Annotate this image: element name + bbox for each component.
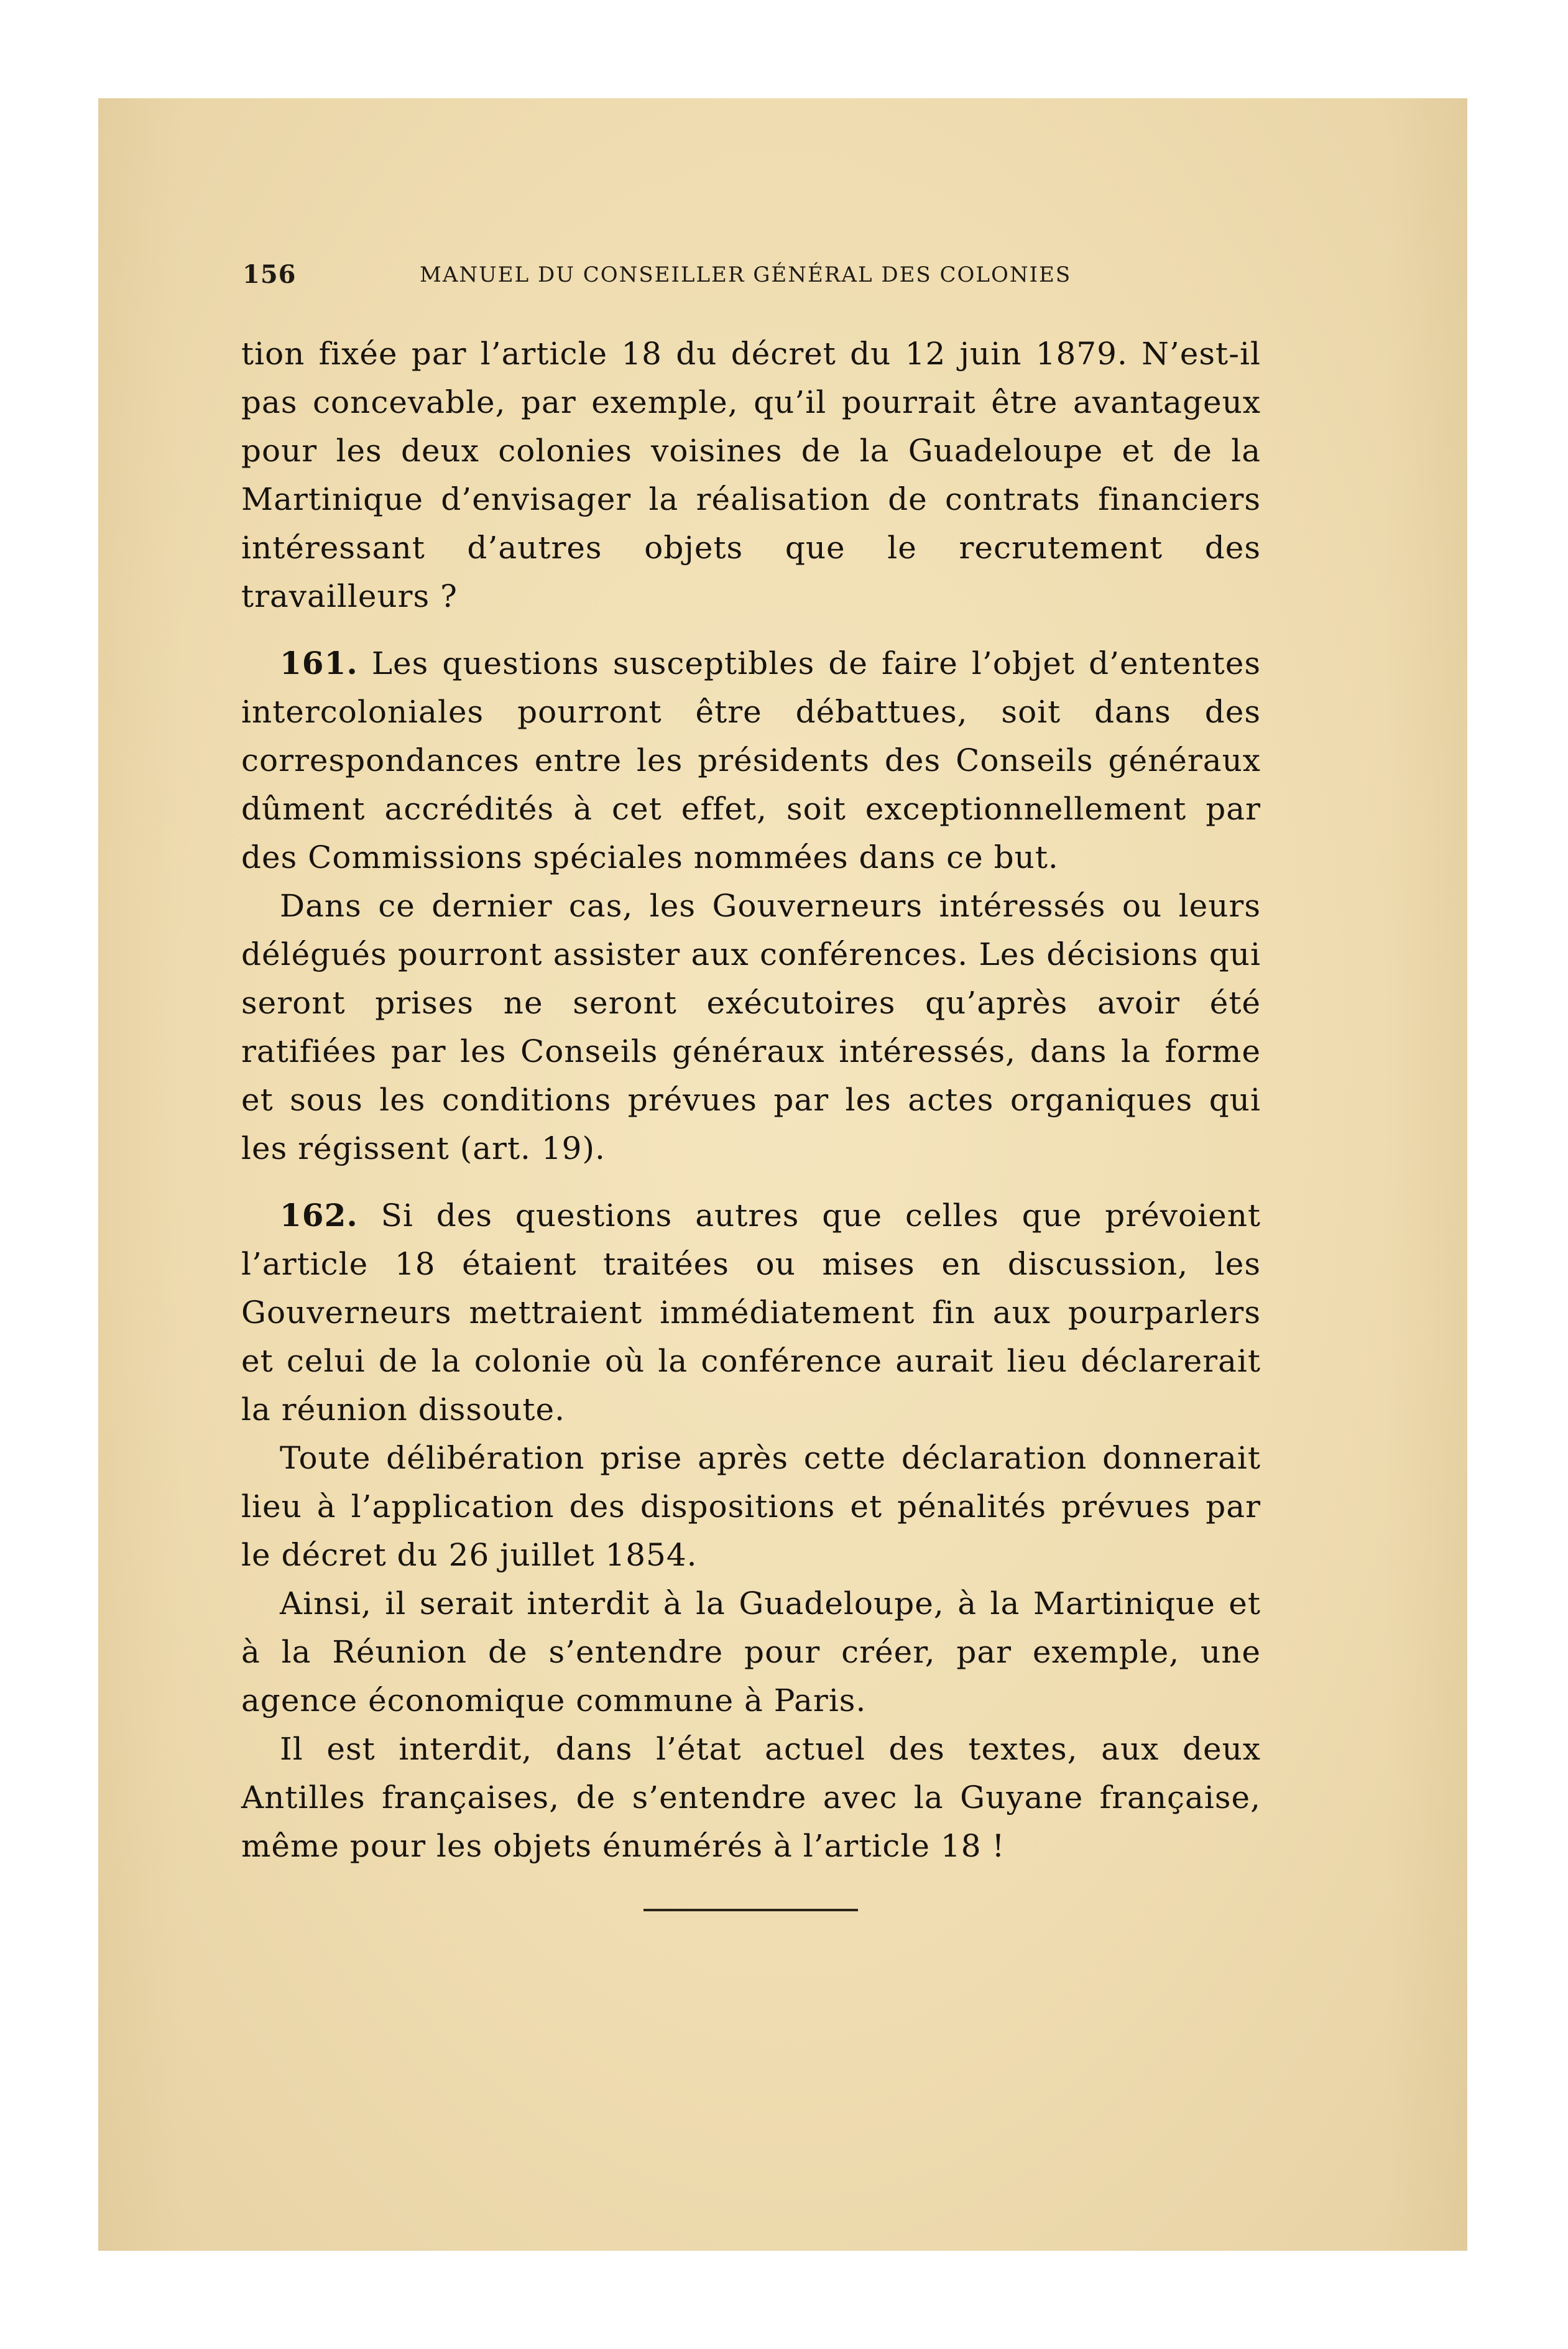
section-number-161: 161. [280,645,358,681]
end-rule [643,1909,858,1911]
section-162 [241,1191,1261,1434]
running-title: MANUEL DU CONSEILLER GÉNÉRAL DES COLONIES [420,262,1072,287]
paragraph-162-b: Toute délibération prise après cette déclaration donnerait lieu à l’application des dispositions et pénalités prévues par le décret du 26 juillet 1854. [241,1440,1261,1573]
paragraph-162-c: Ainsi, il serait interdit à la Guadeloupe, à la Martinique et à la Réunion de s’entendre pour créer, par exemple, une agence économique commune à Paris. [241,1585,1261,1719]
section-161 [241,639,1261,882]
section-162-text: Si des questions autres que celles que prévoient l’article 18 étaient traitées ou mises en discussion, les Gouverneurs mettraient immédiatement fin aux pourparlers et celui de la colonie où la conférence aurait lieu déclarerait la réunion dissoute. [241,1198,1261,1428]
paragraph-162-d: Il est interdit, dans l’état actuel des textes, aux deux Antilles françaises, de s’entendre avec la Guyane française, même pour les objets énumérés à l’article 18 ! [241,1731,1261,1864]
page-header [242,260,1262,297]
page-number: 156 [242,260,297,289]
section-number-162: 162. [280,1197,358,1234]
paragraph-161-b: Dans ce dernier cas, les Gouverneurs intéressés ou leurs délégués pourront assister aux conférences. Les décisions qui seront prises ne seront exécutoires qu’après avoir été ratifiées par les Conseils généraux intéressés, dans la forme et sous les conditions prévues par les actes organiques qui les régissent (art. 19). [241,888,1261,1166]
section-161-text: Les questions susceptibles de faire l’objet d’ententes intercoloniales pourront être débattues, soit dans des correspondances entre les présidents des Conseils généraux dûment accrédités à cet effet, soit exceptionnellement par des Commissions spéciales nommées dans ce but. [241,645,1261,875]
page-body [241,330,1261,1870]
paragraph-continued: tion fixée par l’article 18 du décret du 12 juin 1879. N’est-il pas concevable, par exemple, qu’il pourrait être avantageux pour les deux colonies voisines de la Guadeloupe et de la Martinique d’envisager la réalisation de contrats financiers intéressant d’autres objets que le recrutement des travailleurs ? [241,336,1261,614]
